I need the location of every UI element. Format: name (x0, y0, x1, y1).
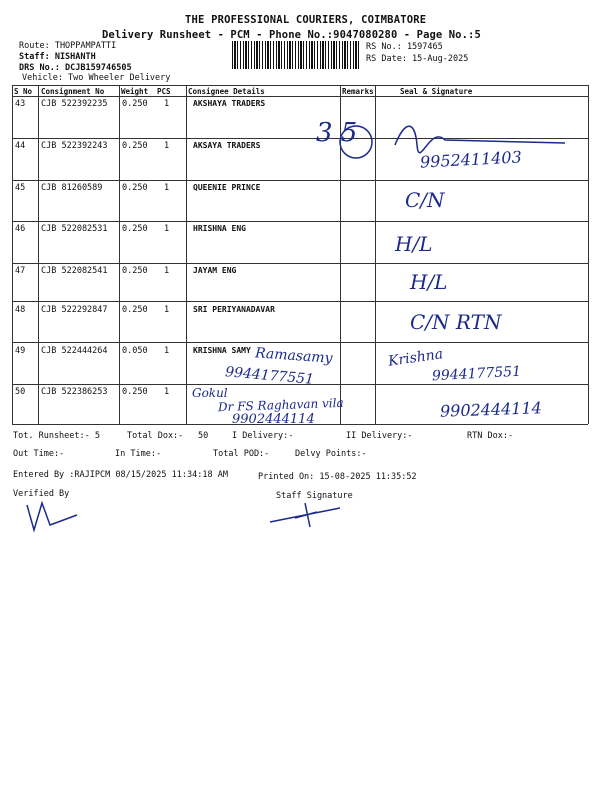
row-pcs: 1 (164, 266, 170, 276)
row-pcs: 1 (164, 183, 170, 193)
row-consignment-no: CJB 522082531 (41, 224, 108, 234)
row-sno: 49 (15, 346, 26, 356)
staff-signature-label: Staff Signature (276, 491, 353, 501)
row-consignment-no: CJB 522392235 (41, 99, 108, 109)
circle-mark-icon (336, 122, 376, 162)
row-consignment-no: CJB 522082541 (41, 266, 108, 276)
in-time: In Time:- (115, 449, 162, 459)
i-delivery: I Delivery:- (232, 431, 294, 441)
row-consignee: SRI PERIYANADAVAR (193, 305, 275, 314)
printed-on: Printed On: 15-08-2025 11:35:52 (258, 472, 417, 482)
staff-label: Staff: NISHANTH (19, 52, 96, 62)
verifier-signature (22, 495, 82, 535)
handwritten-status: H/L (395, 232, 433, 256)
handwritten-status: C/N RTN (410, 310, 502, 334)
header-consignment-no: Consignment No (41, 87, 105, 96)
row-weight: 0.250 (122, 183, 148, 193)
row-consignment-no: CJB 81260589 (41, 183, 103, 193)
drs-label: DRS No.: DCJB159746505 (19, 63, 132, 73)
row-pcs: 1 (164, 387, 170, 397)
total-dox-value: 50 (198, 431, 209, 441)
vehicle-label: Vehicle: Two Wheeler Delivery (22, 73, 171, 83)
total-pod: Total POD:- (213, 449, 270, 459)
rtn-dox: RTN Dox:- (467, 431, 514, 441)
row-pcs: 1 (164, 346, 170, 356)
row-weight: 0.250 (122, 141, 148, 151)
row-sno: 48 (15, 305, 26, 315)
runsheet-subtitle: Delivery Runsheet - PCM - Phone No.:9047080280 - Page No.:5 (102, 29, 481, 41)
row-consignee: AKSAYA TRADERS (193, 141, 261, 150)
row-sno: 43 (15, 99, 26, 109)
staff-signature-mark (265, 500, 345, 530)
row-pcs: 1 (164, 305, 170, 315)
row-sno: 44 (15, 141, 26, 151)
row-consignment-no: CJB 522292847 (41, 305, 108, 315)
row-consignee: QUEENIE PRINCE (193, 183, 261, 192)
company-title: THE PROFESSIONAL COURIERS, COIMBATORE (185, 14, 427, 26)
row-weight: 0.050 (122, 346, 148, 356)
handwritten-phone: 9944177551 (224, 364, 315, 388)
handwritten-phone: 9902444114 (232, 412, 315, 427)
row-consignee: AKSHAYA TRADERS (193, 99, 266, 108)
row-consignment-no: CJB 522386253 (41, 387, 108, 397)
row-sno: 46 (15, 224, 26, 234)
handwritten-signature: Krishna (387, 346, 445, 370)
handwritten-phone: 9952411403 (419, 147, 523, 172)
runsheet-barcode (232, 41, 360, 69)
row-pcs: 1 (164, 224, 170, 234)
header-remarks: Remarks (342, 87, 374, 96)
row-weight: 0.250 (122, 387, 148, 397)
row-sno: 45 (15, 183, 26, 193)
header-sno: S No (14, 87, 33, 96)
verified-by-label: Verified By (13, 489, 70, 499)
row-sno: 50 (15, 387, 26, 397)
row-pcs: 1 (164, 99, 170, 109)
row-consignment-no: CJB 522392243 (41, 141, 108, 151)
row-weight: 0.250 (122, 266, 148, 276)
handwritten-remark: 3 5 (316, 118, 358, 148)
rs-date: RS Date: 15-Aug-2025 (366, 54, 469, 64)
handwritten-address: Dr FS Raghavan vila (217, 395, 344, 415)
out-time: Out Time:- (13, 449, 65, 459)
handwritten-name: Ramasamy (254, 345, 334, 367)
handwritten-name: Gokul (192, 386, 228, 400)
header-seal-signature: Seal & Signature (400, 87, 473, 96)
handwritten-phone: 9902444114 (439, 398, 543, 421)
row-consignment-no: CJB 522444264 (41, 346, 108, 356)
row-pcs: 1 (164, 141, 170, 151)
total-dox-label: Total Dox:- (127, 431, 184, 441)
tot-runsheet: Tot. Runsheet:- 5 (13, 431, 100, 441)
header-weight: Weight (121, 87, 149, 96)
row-weight: 0.250 (122, 99, 148, 109)
row-consignee: JAYAM ENG (193, 266, 237, 275)
entered-by: Entered By :RAJIPCM 08/15/2025 11:34:18 AM (13, 470, 228, 480)
route-label: Route: THOPPAMPATTI (19, 41, 117, 51)
rs-number: RS No.: 1597465 (366, 42, 443, 52)
header-consignee-details: Consignee Details (188, 87, 265, 96)
handwritten-phone: 9944177551 (431, 363, 522, 385)
ii-delivery: II Delivery:- (346, 431, 413, 441)
delvy-points: Delvy Points:- (295, 449, 367, 459)
row-consignee: KRISHNA SAMY (193, 346, 251, 355)
handwritten-status: C/N (405, 188, 445, 212)
row-sno: 47 (15, 266, 26, 276)
row-weight: 0.250 (122, 224, 148, 234)
header-pcs: PCS (157, 87, 171, 96)
row-consignee: HRISHNA ENG (193, 224, 246, 233)
handwritten-status: H/L (410, 270, 448, 294)
row-weight: 0.250 (122, 305, 148, 315)
